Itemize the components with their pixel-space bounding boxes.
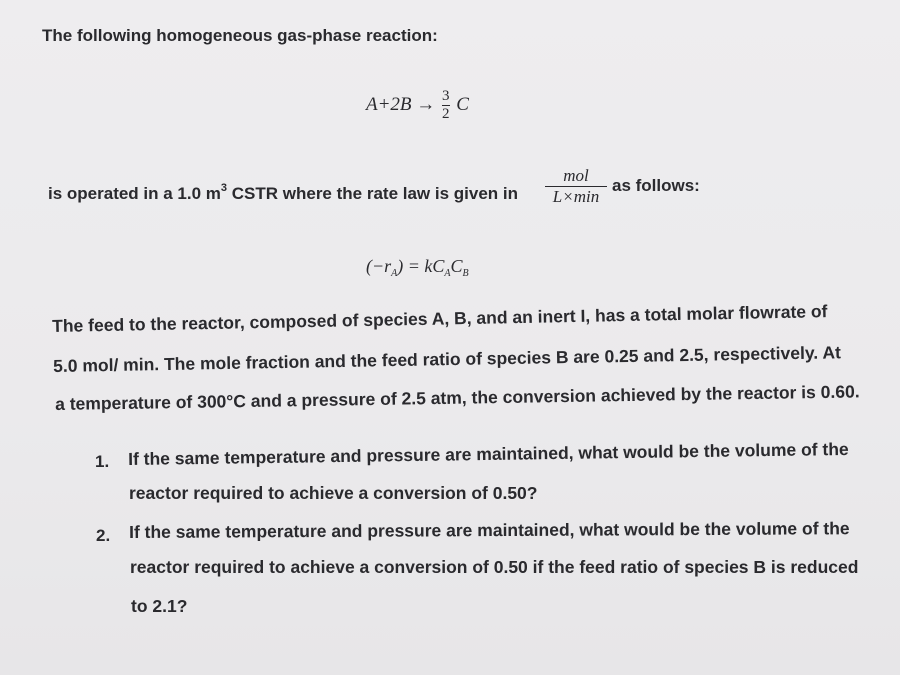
question-1-line-2: reactor required to achieve a conversion of 0.50? <box>129 483 538 503</box>
concentration-a-subscript: A <box>444 268 451 279</box>
rate-equals-k-c: = kC <box>403 256 445 276</box>
as-follows-text: as follows: <box>612 176 700 195</box>
question-2-line-1: If the same temperature and pressure are maintained, what would be the volume of the <box>129 518 850 542</box>
reaction-product: C <box>456 93 469 115</box>
rate-lhs: (−r <box>366 256 392 276</box>
coefficient-numerator: 3 <box>442 88 450 104</box>
reaction-lhs: A+2B <box>366 93 412 115</box>
question-2-line-3: to 2.1? <box>131 596 188 616</box>
question-1-line-1: If the same temperature and pressure are maintained, what would be the volume of the <box>128 438 849 469</box>
paragraph-line-3: a temperature of 300°C and a pressure of 2.5 atm, the conversion achieved by the reactor is 0.60. <box>55 381 860 414</box>
cstr-statement <box>48 184 518 204</box>
reaction-equation <box>366 88 469 123</box>
units-fraction <box>545 166 607 207</box>
paragraph-line-1: The feed to the reactor, composed of species A, B, and an inert I, has a total molar flowrate of <box>52 301 828 336</box>
reaction-coefficient <box>442 88 450 123</box>
question-2-line-2: reactor required to achieve a conversion of 0.50 if the feed ratio of species B is reduced <box>130 557 859 577</box>
question-2-number: 2. <box>96 526 111 545</box>
concentration-b: C <box>450 256 463 276</box>
rate-lhs-subscript: A <box>391 268 398 279</box>
paragraph-line-2: 5.0 mol/ min. The mole fraction and the feed ratio of species B are 0.25 and 2.5, respectively. At <box>53 342 841 376</box>
rate-law-equation <box>366 256 469 277</box>
question-1-number: 1. <box>95 452 110 471</box>
coefficient-denominator: 2 <box>442 106 450 122</box>
concentration-b-subscript: B <box>462 268 469 279</box>
intro-text: The following homogeneous gas-phase reaction: <box>42 26 438 45</box>
cstr-text-after: CSTR where the rate law is given in <box>227 184 518 203</box>
cstr-text-before: is operated in a 1.0 m <box>48 184 221 203</box>
reaction-arrow: → <box>416 93 436 115</box>
rate-lhs-close: ) <box>397 256 404 276</box>
units-numerator: mol <box>563 166 589 185</box>
units-denominator: L×min <box>552 187 600 206</box>
cubic-superscript: 3 <box>220 182 228 194</box>
rate-units-fraction <box>545 166 607 207</box>
